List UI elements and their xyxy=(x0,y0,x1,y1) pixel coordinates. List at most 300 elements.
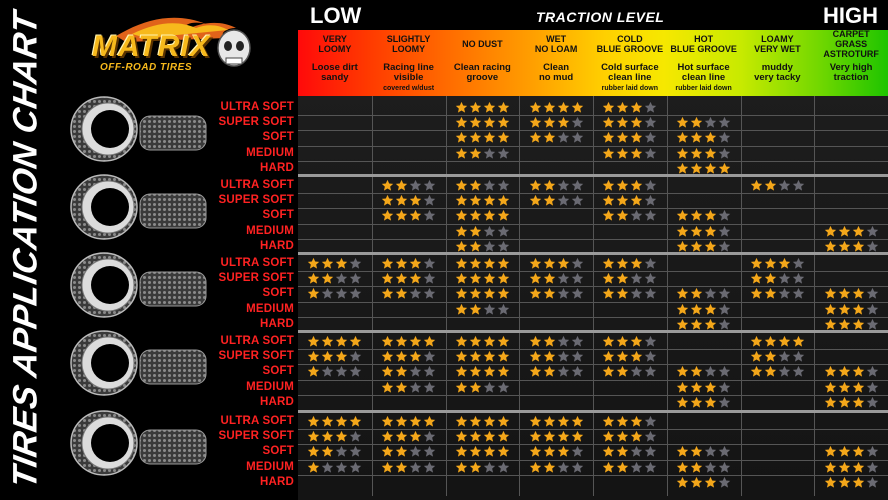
star-icon xyxy=(469,209,482,222)
star-icon xyxy=(497,179,510,192)
star-icon xyxy=(792,179,805,192)
star-icon xyxy=(630,272,643,285)
star-icon xyxy=(469,257,482,270)
star-icon xyxy=(838,240,851,253)
star-icon xyxy=(602,209,615,222)
star-icon xyxy=(764,257,777,270)
column-header xyxy=(814,30,888,96)
star-icon xyxy=(349,445,362,458)
star-icon xyxy=(571,194,584,207)
star-icon xyxy=(690,225,703,238)
star-icon xyxy=(676,476,689,489)
star-icon xyxy=(469,365,482,378)
star-icon xyxy=(630,430,643,443)
column-description: Cold surface clean line rubber laid down xyxy=(601,62,659,92)
column-note: rubber laid down xyxy=(601,85,659,92)
compound-labels xyxy=(210,334,294,410)
rating-cell xyxy=(593,444,667,459)
star-icon xyxy=(455,257,468,270)
column-description: Loose dirt sandy xyxy=(311,62,358,83)
star-icon xyxy=(307,430,320,443)
star-icon xyxy=(469,194,482,207)
star-icon xyxy=(483,415,496,428)
star-icon xyxy=(469,303,482,316)
compound-label: ULTRA SOFT xyxy=(220,415,294,427)
star-icon xyxy=(349,350,362,363)
rating-cell xyxy=(298,444,372,459)
star-icon xyxy=(307,272,320,285)
star-icon xyxy=(690,303,703,316)
star-icon xyxy=(543,350,556,363)
star-icon xyxy=(497,147,510,160)
star-icon xyxy=(497,194,510,207)
star-icon xyxy=(718,445,731,458)
star-icon xyxy=(630,335,643,348)
compound-label: HARD xyxy=(259,317,294,330)
star-icon xyxy=(497,209,510,222)
tire-icon xyxy=(62,408,220,478)
rating-cell xyxy=(519,334,593,349)
star-icon xyxy=(690,147,703,160)
star-icon xyxy=(321,350,334,363)
star-icon xyxy=(602,194,615,207)
star-icon xyxy=(616,179,629,192)
star-icon xyxy=(778,365,791,378)
star-icon xyxy=(571,272,584,285)
star-icon xyxy=(307,257,320,270)
star-icon xyxy=(497,461,510,474)
rating-cell xyxy=(593,256,667,271)
star-icon xyxy=(529,430,542,443)
rating-cell xyxy=(814,444,888,459)
star-icon xyxy=(644,116,657,129)
compound-label: SUPER SOFT xyxy=(218,350,294,363)
star-icon xyxy=(335,430,348,443)
star-icon xyxy=(381,179,394,192)
star-icon xyxy=(423,209,436,222)
column-description: muddy very tacky xyxy=(754,62,801,83)
star-icon xyxy=(778,350,791,363)
rating-cell xyxy=(372,286,446,301)
star-icon xyxy=(824,461,837,474)
star-icon xyxy=(571,257,584,270)
star-icon xyxy=(395,445,408,458)
star-icon xyxy=(395,179,408,192)
rating-cell xyxy=(741,256,815,271)
compound-label: HARD xyxy=(259,475,294,488)
rating-cell xyxy=(298,414,372,429)
star-icon xyxy=(676,365,689,378)
star-icon xyxy=(852,365,865,378)
star-icon xyxy=(676,318,689,331)
star-icon xyxy=(838,287,851,300)
rating-cell xyxy=(814,286,888,301)
rating-cell xyxy=(446,429,520,444)
rating-cell xyxy=(814,364,888,379)
rating-cell xyxy=(814,224,888,239)
star-icon xyxy=(529,445,542,458)
rating-cell xyxy=(814,380,888,395)
rating-cell xyxy=(667,224,741,239)
star-icon xyxy=(543,461,556,474)
rating-cell xyxy=(298,271,372,286)
rating-cell xyxy=(446,271,520,286)
compound-label: ULTRA SOFT xyxy=(220,257,294,269)
star-icon xyxy=(483,303,496,316)
rating-cell xyxy=(741,271,815,286)
star-icon xyxy=(381,461,394,474)
rating-cell xyxy=(667,395,741,410)
rating-cell xyxy=(814,395,888,410)
star-icon xyxy=(718,396,731,409)
star-icon xyxy=(602,179,615,192)
rating-cell xyxy=(372,429,446,444)
star-icon xyxy=(866,381,879,394)
star-icon xyxy=(704,287,717,300)
group-separator xyxy=(298,174,888,177)
grid-line xyxy=(298,395,888,396)
star-icon xyxy=(381,209,394,222)
star-icon xyxy=(469,240,482,253)
star-icon xyxy=(616,147,629,160)
star-icon xyxy=(335,287,348,300)
star-icon xyxy=(718,476,731,489)
star-icon xyxy=(321,461,334,474)
star-icon xyxy=(543,415,556,428)
star-icon xyxy=(676,303,689,316)
star-icon xyxy=(557,257,570,270)
star-icon xyxy=(423,365,436,378)
star-icon xyxy=(644,445,657,458)
star-icon xyxy=(557,415,570,428)
star-icon xyxy=(455,415,468,428)
star-icon xyxy=(644,194,657,207)
star-icon xyxy=(409,445,422,458)
star-icon xyxy=(423,179,436,192)
rating-cell xyxy=(298,334,372,349)
star-icon xyxy=(616,287,629,300)
traction-level-label: TRACTION LEVEL xyxy=(536,9,665,25)
star-icon xyxy=(616,415,629,428)
star-icon xyxy=(644,461,657,474)
star-icon xyxy=(497,101,510,114)
star-icon xyxy=(676,131,689,144)
star-icon xyxy=(529,365,542,378)
star-icon xyxy=(690,396,703,409)
rating-cell xyxy=(446,178,520,193)
traction-chart xyxy=(298,0,888,500)
star-icon xyxy=(571,350,584,363)
star-icon xyxy=(602,350,615,363)
rating-cell xyxy=(667,444,741,459)
star-icon xyxy=(852,445,865,458)
star-icon xyxy=(690,461,703,474)
star-icon xyxy=(557,179,570,192)
rating-cell xyxy=(298,349,372,364)
rating-cell xyxy=(446,380,520,395)
column-description: Racing line visible covered w/dust xyxy=(383,62,435,92)
star-icon xyxy=(543,101,556,114)
star-icon xyxy=(838,225,851,238)
rating-cell xyxy=(298,364,372,379)
rating-cell xyxy=(372,208,446,223)
star-icon xyxy=(704,476,717,489)
column-header xyxy=(372,30,446,96)
matrix-logo xyxy=(86,8,262,76)
star-icon xyxy=(616,257,629,270)
rating-cell xyxy=(593,414,667,429)
star-icon xyxy=(455,179,468,192)
rating-cell xyxy=(372,414,446,429)
star-icon xyxy=(529,101,542,114)
star-icon xyxy=(704,131,717,144)
star-icon xyxy=(469,415,482,428)
star-icon xyxy=(483,461,496,474)
star-icon xyxy=(455,225,468,238)
rating-cell xyxy=(372,349,446,364)
tire-icon xyxy=(62,328,220,398)
star-icon xyxy=(483,272,496,285)
tire-icon xyxy=(62,94,220,164)
grid-line xyxy=(298,317,888,318)
star-icon xyxy=(630,101,643,114)
star-icon xyxy=(602,335,615,348)
star-icon xyxy=(764,287,777,300)
star-icon xyxy=(676,381,689,394)
star-icon xyxy=(529,131,542,144)
star-icon xyxy=(718,461,731,474)
star-icon xyxy=(349,335,362,348)
star-icon xyxy=(381,445,394,458)
rating-cell xyxy=(446,239,520,254)
group-separator xyxy=(298,330,888,333)
star-icon xyxy=(455,131,468,144)
side-title-text: TIRES APPLICATION CHART xyxy=(6,8,45,492)
star-icon xyxy=(395,381,408,394)
star-icon xyxy=(690,240,703,253)
star-icon xyxy=(644,287,657,300)
star-icon xyxy=(543,287,556,300)
rating-cell xyxy=(446,460,520,475)
star-icon xyxy=(557,365,570,378)
star-icon xyxy=(395,209,408,222)
star-icon xyxy=(644,131,657,144)
rating-cell xyxy=(593,178,667,193)
star-icon xyxy=(750,179,763,192)
star-icon xyxy=(676,445,689,458)
star-icon xyxy=(690,365,703,378)
star-icon xyxy=(423,350,436,363)
star-icon xyxy=(718,303,731,316)
star-icon xyxy=(395,335,408,348)
star-icon xyxy=(543,179,556,192)
star-icon xyxy=(704,461,717,474)
star-icon xyxy=(349,430,362,443)
compound-label: MEDIUM xyxy=(246,380,294,393)
star-icon xyxy=(497,350,510,363)
star-icon xyxy=(838,396,851,409)
rating-cell xyxy=(593,100,667,115)
rating-cell xyxy=(446,349,520,364)
star-icon xyxy=(866,287,879,300)
star-icon xyxy=(571,101,584,114)
rating-cell xyxy=(446,130,520,145)
star-icon xyxy=(469,381,482,394)
star-icon xyxy=(557,350,570,363)
star-icon xyxy=(792,350,805,363)
group-separator xyxy=(298,410,888,413)
star-icon xyxy=(644,335,657,348)
star-icon xyxy=(602,257,615,270)
rating-cell xyxy=(446,286,520,301)
star-icon xyxy=(557,287,570,300)
star-icon xyxy=(409,287,422,300)
star-icon xyxy=(676,461,689,474)
star-icon xyxy=(676,225,689,238)
star-icon xyxy=(690,318,703,331)
star-icon xyxy=(824,240,837,253)
tire-image xyxy=(62,328,220,398)
star-icon xyxy=(571,365,584,378)
star-icon xyxy=(455,101,468,114)
star-icon xyxy=(571,335,584,348)
star-icon xyxy=(529,287,542,300)
star-icon xyxy=(557,272,570,285)
star-icon xyxy=(469,147,482,160)
star-icon xyxy=(423,272,436,285)
rating-cell xyxy=(372,271,446,286)
compound-label: HARD xyxy=(259,161,294,174)
star-icon xyxy=(409,209,422,222)
star-icon xyxy=(630,415,643,428)
star-icon xyxy=(423,194,436,207)
star-icon xyxy=(497,240,510,253)
star-icon xyxy=(764,272,777,285)
star-icon xyxy=(571,116,584,129)
rating-cell xyxy=(446,193,520,208)
star-icon xyxy=(571,131,584,144)
star-icon xyxy=(497,303,510,316)
star-icon xyxy=(483,131,496,144)
star-icon xyxy=(644,272,657,285)
column-note: covered w/dust xyxy=(383,85,435,92)
rating-cell xyxy=(667,460,741,475)
star-icon xyxy=(838,461,851,474)
low-label: LOW xyxy=(310,3,362,28)
star-icon xyxy=(423,287,436,300)
star-icon xyxy=(602,101,615,114)
star-icon xyxy=(483,101,496,114)
star-icon xyxy=(455,147,468,160)
column-header xyxy=(519,30,593,96)
star-icon xyxy=(349,365,362,378)
star-icon xyxy=(571,461,584,474)
star-icon xyxy=(455,335,468,348)
star-icon xyxy=(718,131,731,144)
star-icon xyxy=(395,257,408,270)
star-icon xyxy=(778,257,791,270)
star-icon xyxy=(630,194,643,207)
rating-cell xyxy=(519,286,593,301)
star-icon xyxy=(866,318,879,331)
star-icon xyxy=(750,350,763,363)
compound-label: MEDIUM xyxy=(246,224,294,237)
compound-label: HARD xyxy=(259,239,294,252)
star-icon xyxy=(543,194,556,207)
star-icon xyxy=(616,101,629,114)
rating-cell xyxy=(519,349,593,364)
rating-cell xyxy=(593,130,667,145)
compound-label: SOFT xyxy=(262,365,294,378)
column-header xyxy=(667,30,741,96)
star-icon xyxy=(557,131,570,144)
rating-cell xyxy=(593,460,667,475)
rating-cell xyxy=(667,317,741,332)
side-title xyxy=(0,0,52,500)
star-icon xyxy=(497,225,510,238)
star-icon xyxy=(602,287,615,300)
star-icon xyxy=(409,335,422,348)
star-icon xyxy=(543,257,556,270)
star-icon xyxy=(690,209,703,222)
compound-labels xyxy=(210,414,294,490)
star-icon xyxy=(469,461,482,474)
star-icon xyxy=(335,365,348,378)
star-icon xyxy=(307,445,320,458)
rating-cell xyxy=(298,256,372,271)
star-icon xyxy=(349,287,362,300)
rating-cell xyxy=(593,334,667,349)
star-icon xyxy=(335,272,348,285)
star-icon xyxy=(469,287,482,300)
star-icon xyxy=(307,350,320,363)
rating-cell xyxy=(372,460,446,475)
star-icon xyxy=(483,194,496,207)
rating-cell xyxy=(667,380,741,395)
star-icon xyxy=(824,381,837,394)
star-icon xyxy=(455,116,468,129)
column-title: LOAMY VERY WET xyxy=(754,34,801,54)
star-icon xyxy=(557,461,570,474)
rating-cell xyxy=(519,429,593,444)
star-icon xyxy=(866,445,879,458)
star-icon xyxy=(335,415,348,428)
rating-cell xyxy=(519,193,593,208)
star-icon xyxy=(469,445,482,458)
star-icon xyxy=(630,209,643,222)
traction-gradient-header xyxy=(298,30,888,96)
star-icon xyxy=(824,225,837,238)
rating-cell xyxy=(519,460,593,475)
star-icon xyxy=(792,272,805,285)
star-icon xyxy=(792,287,805,300)
star-icon xyxy=(718,381,731,394)
star-icon xyxy=(409,350,422,363)
star-icon xyxy=(543,335,556,348)
star-icon xyxy=(792,365,805,378)
column-header xyxy=(446,30,520,96)
star-icon xyxy=(307,365,320,378)
star-icon xyxy=(455,287,468,300)
star-icon xyxy=(644,365,657,378)
star-icon xyxy=(307,461,320,474)
star-icon xyxy=(690,381,703,394)
column-note: rubber laid down xyxy=(675,85,732,92)
star-icon xyxy=(690,116,703,129)
star-icon xyxy=(750,257,763,270)
compound-label: MEDIUM xyxy=(246,302,294,315)
star-icon xyxy=(704,225,717,238)
